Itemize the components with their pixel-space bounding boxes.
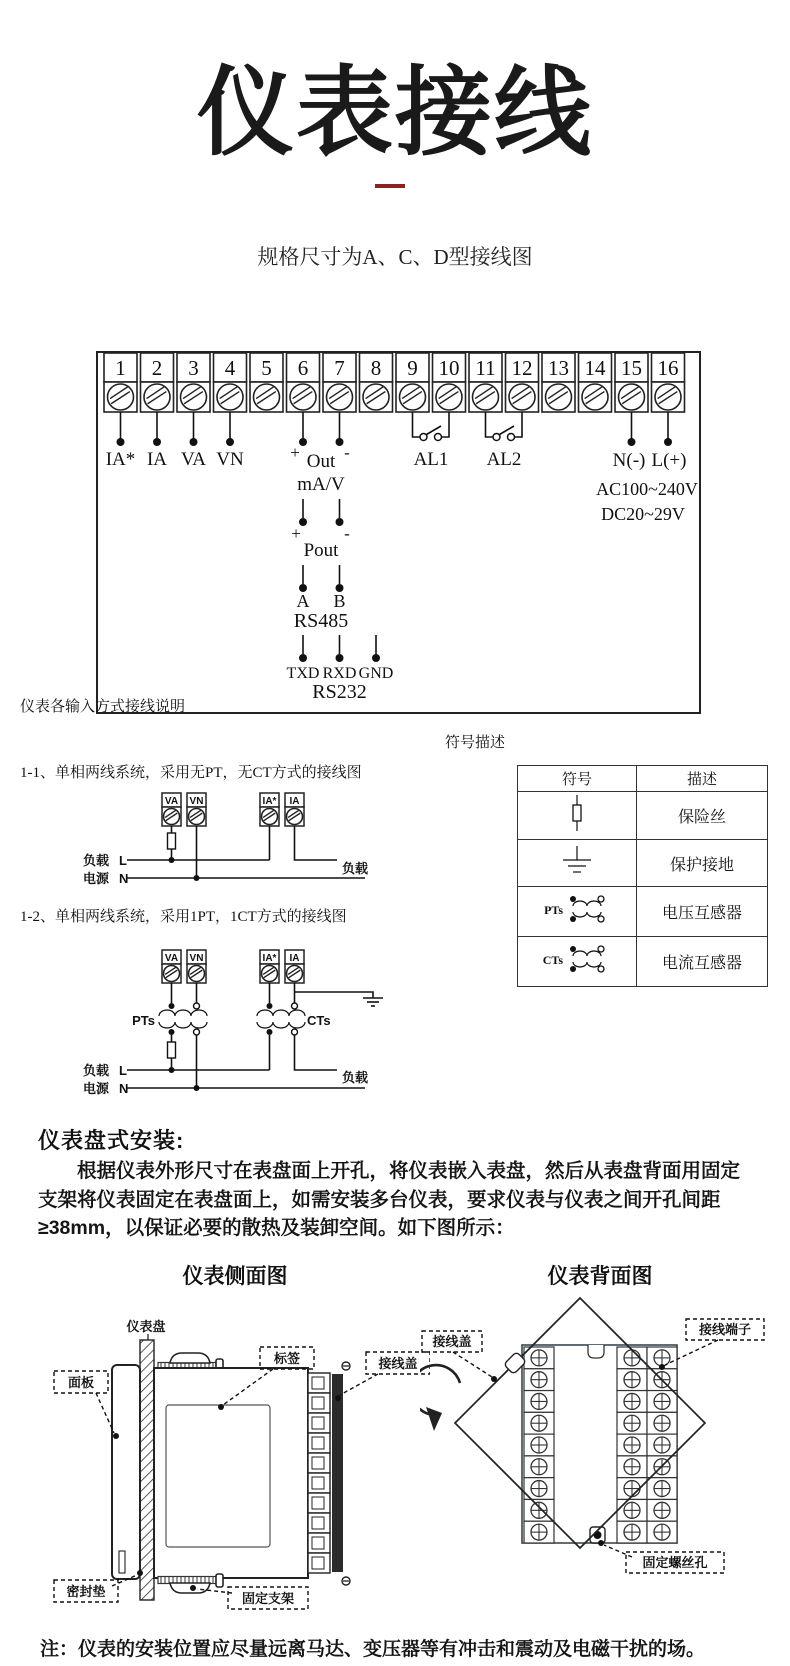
bottom-bracket — [158, 1574, 223, 1593]
d1-load-right-label: 负载 — [342, 861, 369, 876]
mini-terminal-label: VN — [189, 953, 204, 964]
mini-terminal-label: IA* — [262, 796, 277, 807]
protective-earth-symbol — [557, 841, 597, 881]
cts-label: CTs — [542, 953, 563, 967]
terminal-cells — [104, 353, 685, 412]
page-title: 仪表接线 — [197, 58, 593, 167]
d1-load-label: 负载 — [82, 853, 109, 868]
fuse-symbol — [168, 1042, 176, 1058]
bottom-note: 注：仪表的安装位置应尽量远离马达、变压器等有冲击和震动及电磁干扰的场。 — [40, 1639, 706, 1660]
rs485-a: A — [296, 591, 310, 611]
txd-label: TXD — [286, 665, 320, 682]
wiring-cover-label: 接线盖 — [378, 1356, 418, 1371]
table-row — [518, 937, 768, 987]
terminal-strip-diagram — [95, 338, 705, 716]
diagram2-caption: 1-2、单相两线系统，采用1PT，1CT方式的接线图 — [20, 909, 347, 925]
symbol-table-heading: 符号描述 — [445, 735, 506, 751]
sideview-terminal-cells — [308, 1373, 330, 1573]
al2-label: AL2 — [486, 449, 522, 470]
panel-board-label: 仪表盘 — [126, 1319, 166, 1334]
terminal-number: 9 — [407, 356, 418, 380]
fuse-symbol — [168, 833, 176, 849]
ct-coil-secondary — [257, 1022, 305, 1028]
symbol-desc: 电流互感器 — [637, 937, 768, 987]
back-view-title: 仪表背面图 — [547, 1264, 653, 1288]
al1-label: AL1 — [413, 449, 449, 470]
wiring-diagram-1-1 — [55, 785, 440, 895]
mini-terminal-label: VA — [164, 953, 179, 964]
table-row — [518, 792, 768, 840]
rs232-label: RS232 — [312, 681, 367, 703]
screw-hole-callout — [598, 1540, 724, 1573]
page-subtitle: 规格尺寸为A、C、D型接线图 — [257, 245, 533, 269]
front-panel-bezel — [112, 1365, 140, 1579]
label-ia-star: IA* — [105, 449, 136, 470]
bracket-label: 固定支架 — [241, 1591, 295, 1606]
rotate-arrow — [420, 1365, 460, 1415]
gnd-label: GND — [358, 665, 394, 682]
terminal-block-label: 接线端子 — [698, 1322, 752, 1337]
front-panel-label: 面板 — [67, 1375, 95, 1390]
out-minus: - — [344, 443, 350, 462]
terminal-number: 13 — [548, 356, 569, 380]
gasket-label: 密封垫 — [66, 1584, 106, 1599]
rxd-label: RXD — [322, 665, 357, 682]
mini-terminal-label: IA* — [262, 953, 277, 964]
out-plus: + — [290, 443, 300, 462]
ground-symbol — [363, 998, 383, 1006]
back-wiring-cover-callout — [422, 1331, 497, 1382]
label-area — [166, 1405, 270, 1547]
terminal-number: 8 — [370, 356, 382, 380]
terminal-number: 16 — [657, 356, 679, 380]
d2-source-label: 电源 — [82, 1081, 109, 1096]
voltage-transformer-symbol — [525, 887, 629, 931]
symbol-desc: 保护接地 — [637, 840, 768, 887]
d2-pts-label: PTs — [132, 1013, 155, 1028]
pts-label: PTs — [544, 903, 563, 917]
d2-terminals — [162, 950, 304, 983]
table-row — [518, 840, 768, 887]
back-view-figure — [420, 1255, 770, 1585]
pout-plus: + — [291, 524, 301, 543]
d1-l-label: L — [119, 853, 127, 868]
mini-terminal-label: IA — [289, 953, 300, 964]
mini-terminal-label: IA — [289, 796, 300, 807]
mini-terminal-label: VA — [164, 796, 179, 807]
terminal-cover-bar — [332, 1374, 343, 1572]
d2-load-label: 负载 — [82, 1063, 109, 1078]
col-desc: 描述 — [637, 766, 768, 792]
input-wiring-heading: 仪表各输入方式接线说明 — [20, 699, 186, 715]
installation-heading: 仪表盘式安装: — [38, 1128, 185, 1153]
title-accent-dash — [375, 184, 405, 188]
rs485-b: B — [333, 591, 346, 611]
diagram1-caption: 1-1、单相两线系统，采用无PT，无CT方式的接线图 — [20, 765, 362, 781]
input-wires — [106, 412, 244, 470]
terminal-number: 3 — [188, 356, 199, 380]
label-ia: IA — [146, 449, 168, 470]
dc-range-label: DC20~29V — [601, 504, 685, 524]
d2-ct-branch — [257, 983, 383, 1070]
d2-l-label: L — [119, 1063, 127, 1078]
fuse-symbol — [557, 792, 597, 834]
symbol-table — [517, 765, 768, 987]
terminal-number: 5 — [261, 356, 272, 380]
ac-range-label: AC100~240V — [596, 479, 698, 499]
d1-n-label: N — [119, 871, 129, 886]
terminal-number: 11 — [475, 356, 496, 380]
pout-minus: - — [344, 524, 350, 543]
d1-terminals — [162, 793, 304, 826]
mini-terminal-label: VN — [189, 796, 204, 807]
d2-load-right-label: 负载 — [342, 1070, 369, 1085]
bezel-slot — [119, 1551, 125, 1573]
label-va: VA — [181, 449, 206, 470]
current-transformer-symbol — [525, 937, 629, 981]
side-view-figure — [40, 1255, 430, 1620]
d2-pt-branch — [132, 983, 207, 1091]
pout-label: Pout — [303, 540, 339, 561]
table-row — [518, 887, 768, 937]
symbol-desc: 电压互感器 — [637, 887, 768, 937]
alarm-contacts — [413, 412, 523, 470]
col-symbol: 符号 — [518, 766, 637, 792]
side-view-title: 仪表侧面图 — [182, 1264, 288, 1288]
label-vn: VN — [216, 449, 244, 470]
wiring-diagram-1-2 — [55, 932, 440, 1102]
wiring-cover-callout — [335, 1352, 430, 1401]
pt-coil-secondary — [159, 1022, 207, 1028]
screw-hole-label: 固定螺丝孔 — [642, 1555, 708, 1570]
back-wiring-cover-label: 接线盖 — [432, 1334, 472, 1349]
output-wires — [287, 412, 394, 703]
ct-coil-primary — [257, 1010, 305, 1016]
terminal-number: 2 — [151, 356, 163, 380]
d2-cts-label: CTs — [307, 1013, 331, 1028]
symbol-table-header — [518, 766, 768, 792]
terminal-number: 15 — [621, 356, 642, 380]
tag-label: 标签 — [273, 1351, 301, 1366]
power-wires — [596, 412, 698, 524]
rotate-arrowhead — [426, 1407, 442, 1431]
terminal-number: 1 — [115, 356, 126, 380]
n-label: N(-) — [612, 450, 646, 471]
installation-paragraph: 根据仪表外形尺寸在表盘面上开孔，将仪表嵌入表盘，然后从表盘背面用固定支架将仪表固定在表盘面上，如需安装多台仪表，要求仪表与仪表之间开孔间距≥38mm，以保证必要的散热及装卸空间。如下图所示： — [38, 1160, 741, 1239]
top-tab — [588, 1345, 604, 1358]
terminal-number: 12 — [511, 356, 533, 380]
d2-n-label: N — [119, 1081, 129, 1096]
terminal-number: 7 — [334, 356, 345, 380]
ground-branch — [295, 992, 374, 998]
d2-lines — [127, 1070, 365, 1088]
front-panel-callout — [54, 1371, 119, 1439]
terminal-number: 10 — [438, 356, 460, 380]
rs485-label: RS485 — [293, 610, 349, 632]
pt-coil-primary — [159, 1010, 207, 1016]
terminal-number: 14 — [584, 356, 606, 380]
panel-board-section — [140, 1340, 154, 1600]
mav-label: mA/V — [297, 474, 345, 495]
d1-wires — [127, 826, 365, 881]
symbol-desc: 保险丝 — [637, 792, 768, 840]
out-label: Out — [306, 451, 336, 472]
d1-source-label: 电源 — [82, 871, 109, 886]
terminal-number: 6 — [297, 356, 309, 380]
terminal-number: 4 — [224, 356, 236, 380]
l-label: L(+) — [651, 450, 687, 471]
